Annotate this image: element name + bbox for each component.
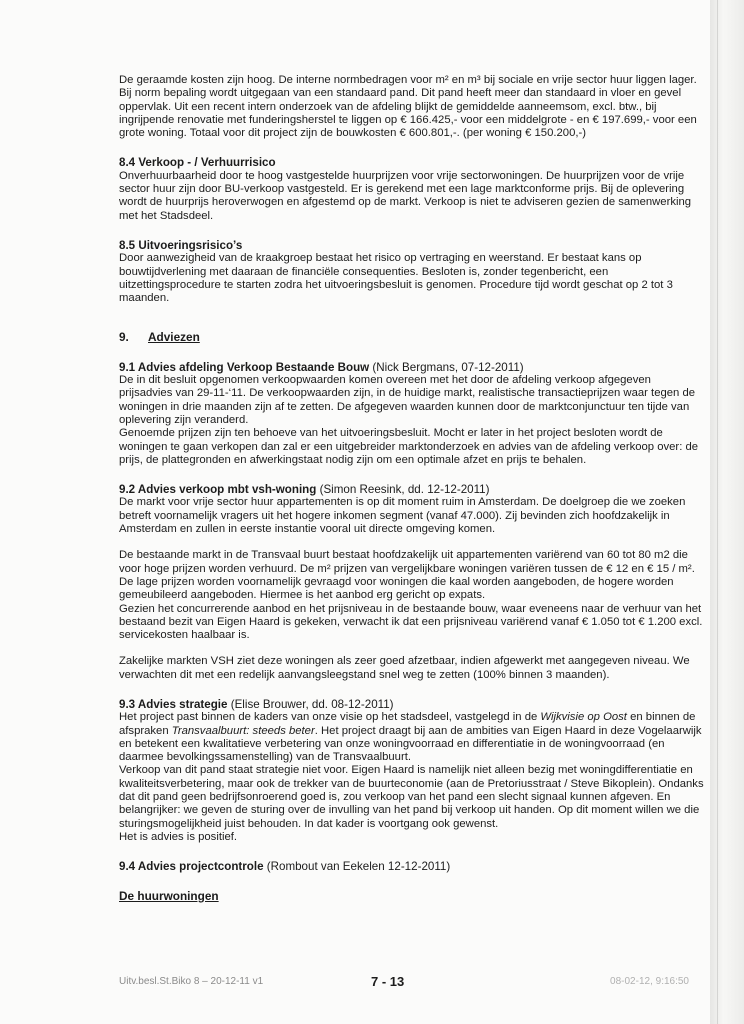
section-9-3-text-a: Het project past binnen de kaders van onze visie op het stadsdeel, vastgelegd in de [119,711,541,724]
section-9-heading [119,331,706,344]
section-9-3-emphasis-transvaalbuurt: Transvaalbuurt: steeds beter [171,724,315,737]
section-9-number: 9. [119,330,129,345]
section-9-3-byline: (Elise Brouwer, dd. 08-12-2011) [227,697,394,711]
section-8-5-paragraph: Door aanwezigheid van de kraakgroep bestaat het risico op vertraging en weerstand. Er bestaat kans op bouwtijdverlening met daaraan de financiële consequenties. Besloten is, zonder tegenbericht, een uitzettingsprocedure te starten zodra het uitvoeringsbesluit is genomen. Procedure tijd wordt geschat op 2 tot 3 maanden. [119,252,673,305]
footer-timestamp: 08-02-12, 9:16:50 [610,976,689,987]
section-9-4-heading [119,860,706,873]
section-9-2-paragraph-2: De bestaande markt in de Transvaal buurt bestaat hoofdzakelijk uit appartementen variërend van 60 tot 80 m2 die voor hoge prijzen worden verhuurd. De m² prijzen van vergelijkbare woningen variëren tussen de € 12 en € 15 / m². De lage prijzen worden voornamelijk gevraagd voor woningen die kaal worden aangeboden, de hogere worden gemeubileerd aangeboden. Hiermee is het aanbod erg gericht op expats. [119,549,695,602]
section-9-3-text-b: en binnen de afspraken [119,711,696,737]
section-8-3-paragraph: De geraamde kosten zijn hoog. De interne normbedragen voor m² en m³ bij sociale en vrije sector huur liggen lager. Bij norm bepaling wordt uitgegaan van een standaard pand. Dit pand heeft meer dan standaard in vloer en gevel oppervlak. Uit een recent intern onderzoek van de afdeling blijkt de gemiddelde aanneemsom, excl. btw., bij ingrijpende renovatie met funderingsherstel te liggen op € 166.425,- voor een middelgrote - en € 197.699,- voor een grote woning. Totaal voor dit project zijn de bouwkosten € 600.801,-. (per woning € 150.200,-) [119,74,697,140]
section-9-4-byline: (Rombout van Eekelen 12-12-2011) [263,860,451,874]
section-9-3-paragraph-3: Het is advies is positief. [119,830,238,843]
page-edge-shadow [710,0,744,1024]
section-9-1-title: 9.1 Advies afdeling Verkoop Bestaande Bouw [119,360,370,374]
section-9-3-paragraph-1 [119,711,706,764]
section-9-3-paragraph-2: Verkoop van dit pand staat strategie niet voor. Eigen Haard is namelijk niet alleen bezig met woningdifferentiatie en kwaliteitsverbetering, maar ook de trekker van de buurteconomie (aan de Pretoriusstraat / Steve Bikoplein). Ondanks dat dit pand geen bedrijfsonroerend goed is, zou verkoop van het pand een slecht signaal kunnen afgeven. En belangrijker: we geven de sturing over de invulling van het pand bij verkoop uit handen. Op dit moment willen we die sturingsmogelijkheid juist behouden. In dat kader is voortgang ook gewenst. [119,764,704,830]
section-8-4-heading: 8.4 Verkoop - / Verhuurrisico [119,156,276,170]
section-9-2-paragraph-1: De markt voor vrije sector huur appartementen is op dit moment ruim in Amsterdam. De doelgroep die we zoeken betreft voornamelijk vragers uit het hogere inkomen segment (vanaf 47.000). Zij bevinden zich hoofdzakelijk in Amsterdam en zullen in eerste instantie vooral uit directe omgeving komen. [119,496,686,536]
section-8-5-heading: 8.5 Uitvoeringsrisico’s [119,238,243,252]
section-9-2-byline: (Simon Reesink, dd. 12-12-2011) [316,483,490,497]
section-8-4-paragraph: Onverhuurbaarheid door te hoog vastgestelde huurprijzen voor vrije sectorwoningen. De huurprijzen voor de vrije sector huur zijn door BU-verkoop vastgesteld. Er is gerekend met een lage marktconforme prijs. Bij de oplevering wordt de huurprijs heroverwogen en afgestemd op de markt. Verkoop is niet te adviseren gezien de samenwerking met het Stadsdeel. [119,169,692,222]
section-9-3-title: 9.3 Advies strategie [119,697,228,711]
section-9-3-text-c: . Het project draagt bij aan de ambities van Eigen Haard in deze Vogelaarwijk en betekent een kwalitatieve verbetering van onze woningvoorraad en differentiatie in de woningvoorraad (en daarmee bevolkingssamenstelling) van de Transvaalbuurt. [119,724,702,764]
section-9-2-title: 9.2 Advies verkoop mbt vsh-woning [119,483,317,497]
section-9-4-title: 9.4 Advies projectcontrole [119,860,264,874]
subheading-huurwoningen: De huurwoningen [119,888,219,903]
page-edge-line [717,0,718,1024]
document-body [119,74,706,903]
section-9-title: Adviezen [148,330,200,345]
footer-document-id: Uitv.besl.St.Biko 8 – 20-12-11 v1 [119,976,264,987]
footer-page-number: 7 - 13 [371,974,405,989]
section-9-1-paragraph-1: De in dit besluit opgenomen verkoopwaarden komen overeen met het door de afdeling verkoop afgegeven prijsadvies van 29-11-‘11. De verkoopwaarden zijn, in de huidige markt, realistische transactieprijzen waar tegen de woningen in drie maanden zijn af te zetten. De afgegeven waarden kunnen door de marktconjunctuur ten tijde van oplevering zijn veranderd. [119,374,696,426]
section-9-3-heading [119,698,706,711]
section-9-1-heading [119,361,706,374]
section-9-1-paragraph-2: Genoemde prijzen zijn ten behoeve van het uitvoeringsbesluit. Mocht er later in het project besloten wordt de woningen te gaan verkopen dan zal er een uitgebreider marktonderzoek en advies van de afdeling verkoop over: de prijs, de plattegronden en afwerkingstaat nodig zijn om een optimale afzet en prijs te behalen. [119,427,699,466]
section-9-2-paragraph-3: Gezien het concurrerende aanbod en het prijsniveau in de bestaande bouw, waar eveneens naar de verhuur van het bestaand bezit van Eigen Haard is gekeken, verwacht ik dat een prijsniveau variërend vanaf € 1.050 tot € 1.200 excl. servicekosten haalbaar is. [119,602,703,642]
section-9-1-byline: (Nick Bergmans, 07-12-2011) [369,360,524,374]
section-9-2-paragraph-4: Zakelijke markten VSH ziet deze woningen als zeer goed afzetbaar, indien afgewerkt met aangegeven niveau. We verwachten dit met een redelijk aanvangsleegstand snel weg te zetten (100% binnen 3 maanden). [119,655,690,681]
section-9-2-heading [119,483,706,496]
section-9-3-emphasis-wijkvisie: Wijkvisie op Oost [540,711,627,724]
